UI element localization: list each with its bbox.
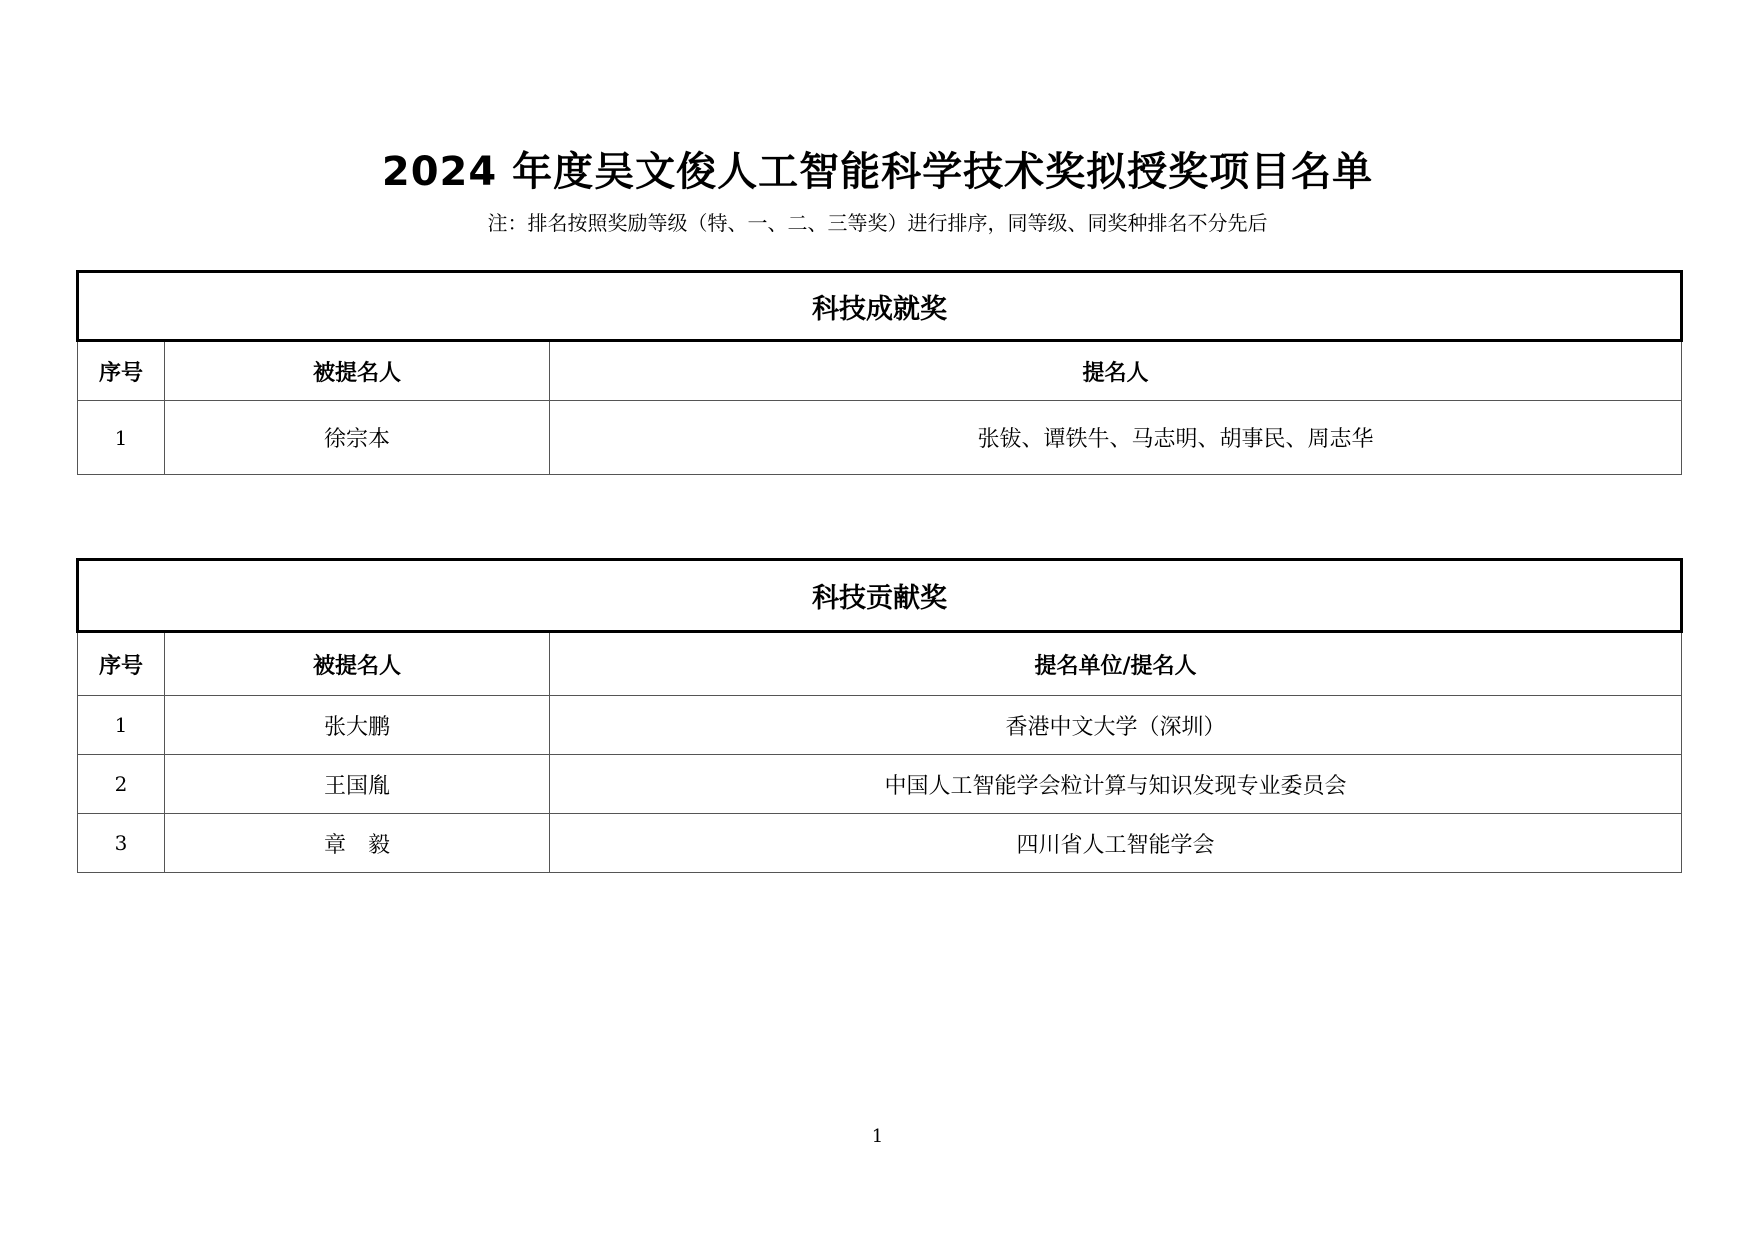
- table-row: [78, 814, 1682, 873]
- document-title: 2024 年度吴文俊人工智能科学技术奖拟授奖项目名单: [381, 149, 1374, 195]
- row-index: 1: [78, 401, 165, 475]
- row-index: 1: [78, 696, 165, 755]
- column-header-index: 序号: [78, 632, 165, 696]
- row-nominator: 香港中文大学（深圳）: [550, 696, 1682, 755]
- row-nominator: 张钹、谭铁牛、马志明、胡事民、周志华: [550, 401, 1682, 475]
- row-index: 3: [78, 814, 165, 873]
- row-nominator: 中国人工智能学会粒计算与知识发现专业委员会: [550, 755, 1682, 814]
- column-header-nominator: 提名人: [550, 341, 1682, 401]
- table-row: [78, 401, 1682, 475]
- contribution-award-table: [76, 558, 1683, 873]
- section-title: 科技成就奖: [78, 272, 1682, 341]
- row-nominee: 王国胤: [165, 755, 550, 814]
- row-index: 2: [78, 755, 165, 814]
- row-nominee: 徐宗本: [165, 401, 550, 475]
- column-header-nominee: 被提名人: [165, 341, 550, 401]
- row-nominator: 四川省人工智能学会: [550, 814, 1682, 873]
- column-header-nominee: 被提名人: [165, 632, 550, 696]
- achievement-award-table: [76, 270, 1683, 475]
- ranking-note: 注：排名按照奖励等级（特、一、二、三等奖）进行排序，同等级、同奖种排名不分先后: [487, 211, 1268, 235]
- table-row: [78, 755, 1682, 814]
- column-header-index: 序号: [78, 341, 165, 401]
- row-nominee: 张大鹏: [165, 696, 550, 755]
- column-header-nominator: 提名单位/提名人: [550, 632, 1682, 696]
- section-title: 科技贡献奖: [78, 560, 1682, 632]
- table-row: [78, 696, 1682, 755]
- page-number: 1: [871, 1126, 884, 1147]
- row-nominee: 章 毅: [165, 814, 550, 873]
